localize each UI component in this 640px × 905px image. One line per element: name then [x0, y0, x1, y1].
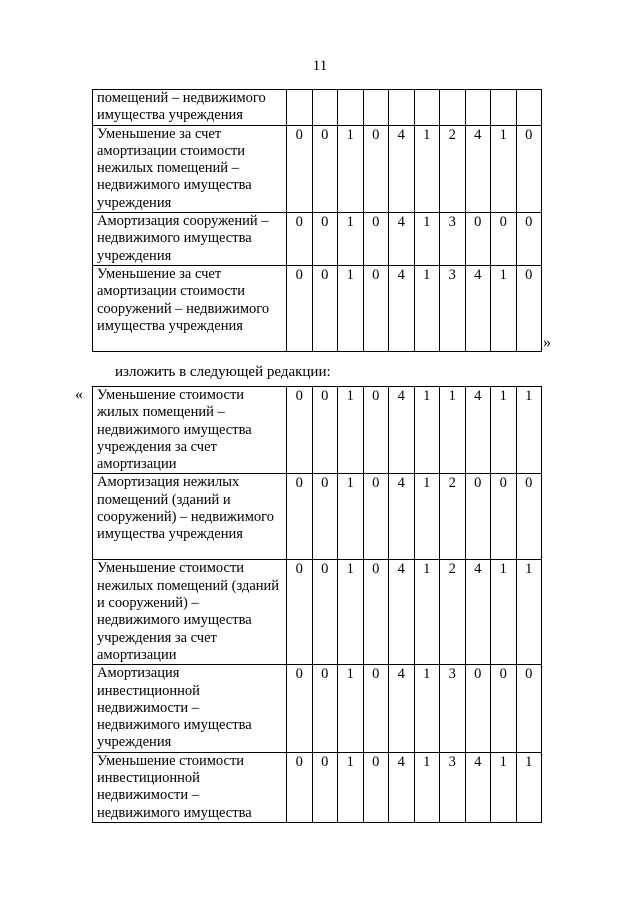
code-digit-cell: 4: [389, 125, 415, 212]
code-digit-cell: 1: [414, 265, 440, 351]
code-digit-cell: 4: [465, 387, 491, 474]
code-digit-cell: 0: [312, 265, 338, 351]
table-row: [93, 474, 542, 560]
account-name-cell: Уменьшение стоимости инвестиционной недвижимости – недвижимого имущества: [93, 752, 287, 822]
table-row: [93, 125, 542, 212]
code-digit-cell: 4: [389, 213, 415, 266]
code-digit-cell: 0: [491, 665, 517, 752]
code-digit-cell: 1: [414, 125, 440, 212]
opening-quote: «: [75, 386, 83, 403]
code-digit-cell: 0: [312, 474, 338, 560]
code-digit-cell: 4: [465, 560, 491, 665]
account-codes-table-after: [92, 386, 542, 823]
table-row: [93, 265, 542, 351]
account-name-cell: Уменьшение за счет амортизации стоимости сооружений – недвижимого имущества учреждения: [93, 265, 287, 351]
code-digit-cell: 0: [363, 265, 389, 351]
code-digit-cell: [312, 90, 338, 126]
code-digit-cell: 1: [516, 752, 542, 822]
code-digit-cell: 1: [414, 665, 440, 752]
code-digit-cell: 3: [440, 665, 466, 752]
code-digit-cell: 0: [363, 213, 389, 266]
code-digit-cell: 0: [312, 125, 338, 212]
code-digit-cell: 0: [363, 560, 389, 665]
code-digit-cell: [516, 90, 542, 126]
table-row: [93, 90, 542, 126]
code-digit-cell: 0: [312, 387, 338, 474]
amendment-intro-text: изложить в следующей редакции:: [115, 364, 331, 380]
code-digit-cell: 1: [338, 125, 364, 212]
code-digit-cell: 1: [516, 387, 542, 474]
code-digit-cell: 0: [363, 387, 389, 474]
code-digit-cell: 0: [516, 474, 542, 560]
code-digit-cell: [338, 90, 364, 126]
code-digit-cell: 0: [363, 665, 389, 752]
code-digit-cell: 0: [516, 265, 542, 351]
table-row: [93, 213, 542, 266]
code-digit-cell: 1: [491, 387, 517, 474]
code-digit-cell: 1: [491, 265, 517, 351]
code-digit-cell: 4: [389, 265, 415, 351]
code-digit-cell: 0: [363, 474, 389, 560]
code-digit-cell: [465, 90, 491, 126]
code-digit-cell: 0: [287, 752, 313, 822]
code-digit-cell: 1: [491, 560, 517, 665]
account-name-cell: Амортизация нежилых помещений (зданий и сооружений) – недвижимого имущества учреждения: [93, 474, 287, 560]
code-digit-cell: 4: [389, 665, 415, 752]
table-body: [93, 387, 542, 823]
code-digit-cell: [440, 90, 466, 126]
code-digit-cell: 1: [491, 125, 517, 212]
code-digit-cell: 0: [516, 665, 542, 752]
code-digit-cell: 3: [440, 213, 466, 266]
code-digit-cell: 3: [440, 265, 466, 351]
code-digit-cell: 4: [389, 387, 415, 474]
code-digit-cell: 0: [287, 665, 313, 752]
code-digit-cell: 1: [414, 752, 440, 822]
closing-quote: »: [543, 334, 551, 351]
code-digit-cell: 0: [312, 665, 338, 752]
code-digit-cell: 1: [414, 387, 440, 474]
code-digit-cell: 1: [440, 387, 466, 474]
code-digit-cell: 0: [516, 125, 542, 212]
code-digit-cell: [389, 90, 415, 126]
code-digit-cell: 0: [312, 213, 338, 266]
account-name-cell: Уменьшение стоимости жилых помещений – недвижимого имущества учреждения за счет амортизации: [93, 387, 287, 474]
account-name-cell: Амортизация сооружений – недвижимого имущества учреждения: [93, 213, 287, 266]
code-digit-cell: 0: [287, 387, 313, 474]
code-digit-cell: 4: [389, 752, 415, 822]
code-digit-cell: 1: [414, 213, 440, 266]
code-digit-cell: 4: [465, 265, 491, 351]
code-digit-cell: 1: [516, 560, 542, 665]
code-digit-cell: 1: [338, 474, 364, 560]
code-digit-cell: 0: [363, 125, 389, 212]
account-codes-table-before: [92, 89, 542, 352]
code-digit-cell: 4: [465, 752, 491, 822]
code-digit-cell: 2: [440, 560, 466, 665]
code-digit-cell: [287, 90, 313, 126]
code-digit-cell: [414, 90, 440, 126]
code-digit-cell: 1: [338, 752, 364, 822]
code-digit-cell: 0: [287, 125, 313, 212]
code-digit-cell: [363, 90, 389, 126]
code-digit-cell: 0: [363, 752, 389, 822]
code-digit-cell: 2: [440, 474, 466, 560]
account-name-cell: Уменьшение стоимости нежилых помещений (зданий и сооружений) – недвижимого имущества учреждения за счет амортизации: [93, 560, 287, 665]
code-digit-cell: [491, 90, 517, 126]
code-digit-cell: 1: [414, 474, 440, 560]
code-digit-cell: 0: [465, 213, 491, 266]
code-digit-cell: 1: [338, 213, 364, 266]
account-name-cell: помещений – недвижимого имущества учреждения: [93, 90, 287, 126]
code-digit-cell: 0: [516, 213, 542, 266]
code-digit-cell: 0: [287, 560, 313, 665]
account-name-cell: Уменьшение за счет амортизации стоимости нежилых помещений – недвижимого имущества учреждения: [93, 125, 287, 212]
code-digit-cell: 3: [440, 752, 466, 822]
page-number: 11: [312, 58, 328, 74]
code-digit-cell: 0: [287, 213, 313, 266]
code-digit-cell: 1: [338, 665, 364, 752]
code-digit-cell: 4: [389, 560, 415, 665]
code-digit-cell: 1: [338, 560, 364, 665]
code-digit-cell: 0: [491, 474, 517, 560]
account-name-cell: Амортизация инвестиционной недвижимости – недвижимого имущества учреждения: [93, 665, 287, 752]
code-digit-cell: 2: [440, 125, 466, 212]
code-digit-cell: 4: [389, 474, 415, 560]
code-digit-cell: 0: [465, 474, 491, 560]
table-row: [93, 387, 542, 474]
code-digit-cell: 4: [465, 125, 491, 212]
table-body: [93, 90, 542, 352]
code-digit-cell: 0: [287, 474, 313, 560]
code-digit-cell: 1: [338, 387, 364, 474]
code-digit-cell: 0: [287, 265, 313, 351]
table-row: [93, 560, 542, 665]
code-digit-cell: 0: [312, 752, 338, 822]
table-row: [93, 752, 542, 822]
code-digit-cell: 1: [491, 752, 517, 822]
code-digit-cell: 0: [312, 560, 338, 665]
code-digit-cell: 1: [414, 560, 440, 665]
code-digit-cell: 1: [338, 265, 364, 351]
code-digit-cell: 0: [491, 213, 517, 266]
table-row: [93, 665, 542, 752]
code-digit-cell: 0: [465, 665, 491, 752]
